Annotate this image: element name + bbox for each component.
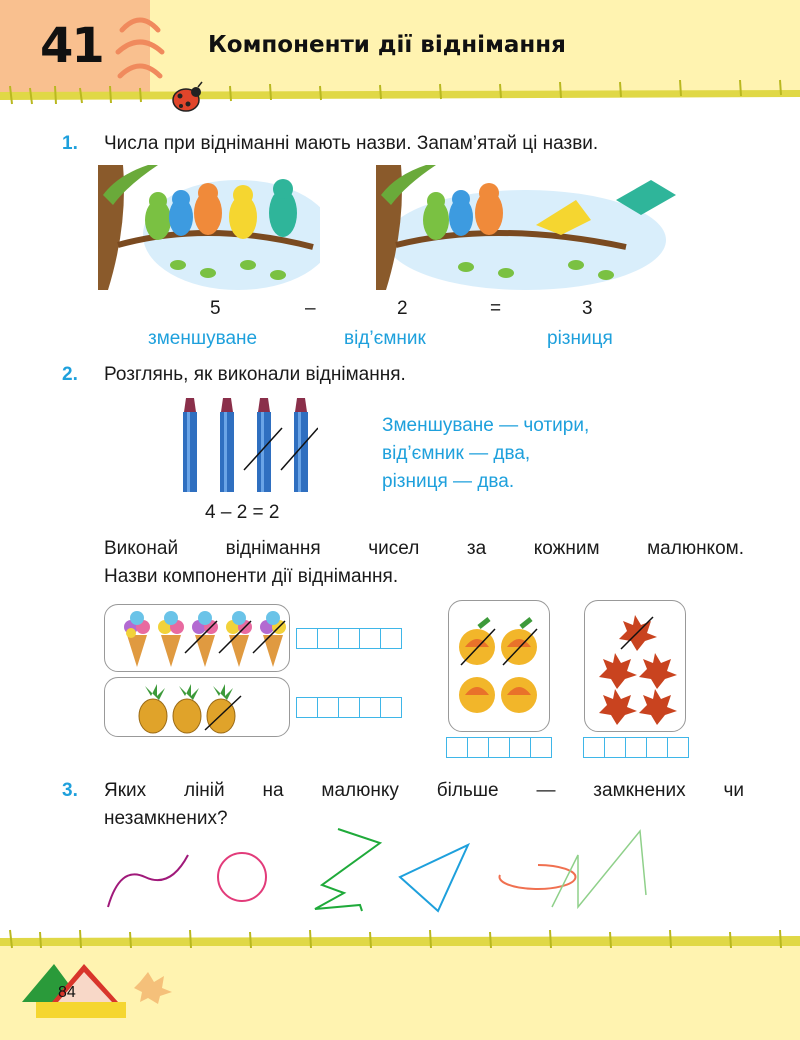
ice-cream-card (104, 604, 290, 672)
open-oval (499, 865, 575, 889)
closed-triangle (400, 845, 468, 911)
explanation-line: від’ємник — два, (382, 443, 531, 464)
task1-number: 1. (62, 133, 78, 154)
birds-picture-five (98, 165, 320, 290)
pencils-picture (178, 398, 318, 498)
lesson-title: Компоненти дії віднімання (208, 32, 566, 58)
task3-number: 3. (62, 780, 78, 801)
footer-grass (0, 928, 800, 954)
lines-picture (100, 825, 660, 917)
difference-label: різниця (547, 328, 613, 349)
task2-number: 2. (62, 364, 78, 385)
open-zigzag (315, 829, 380, 911)
ice-cream-picture (105, 605, 289, 671)
lesson-number: 41 (40, 18, 103, 74)
explanation-line: Зменшуване — чотири, (382, 415, 590, 436)
task2-instruction-line2: Назви компоненти дії віднімання. (104, 566, 399, 587)
maple-leaf-icon (134, 972, 172, 1004)
task2-text: Розглянь, як виконали віднімання. (104, 364, 406, 385)
answer-boxes-pineapple[interactable] (297, 697, 402, 718)
answer-boxes-leaves[interactable] (584, 737, 689, 758)
answer-boxes-apples[interactable] (447, 737, 552, 758)
task2-instruction-line1: Виконай віднімання чисел за кожним малюнком. (104, 538, 744, 559)
answer-boxes-ice-cream[interactable] (297, 628, 402, 649)
apple-picture (449, 601, 549, 731)
minuend-value: 5 (210, 298, 221, 319)
minus-sign: – (305, 298, 316, 319)
subtrahend-label: від’ємник (344, 328, 426, 349)
explanation-line: різниця — два. (382, 471, 515, 492)
pineapple-picture (105, 678, 289, 736)
task3-text-line2: незамкнених? (104, 808, 228, 829)
pencils-equation: 4 – 2 = 2 (205, 502, 280, 523)
pineapple-card (104, 677, 290, 737)
task1-text: Числа при відніманні мають назви. Запам’ятай ці назви. (104, 133, 599, 154)
equals-sign: = (490, 298, 502, 319)
minuend-label: зменшуване (148, 328, 258, 349)
birds-picture-three (376, 165, 676, 290)
ladybug-icon (166, 80, 206, 116)
page-number-badge (22, 958, 192, 1022)
subtrahend-value: 2 (397, 298, 408, 319)
leaves-card (584, 600, 686, 732)
task3-text-line1: Яких ліній на малюнку більше — замкнених чи (104, 780, 744, 801)
open-curve (108, 855, 188, 907)
page-number: 84 (58, 984, 76, 1001)
apple-card (448, 600, 550, 732)
task2-explanation (382, 412, 589, 496)
leaves-picture (585, 601, 685, 731)
difference-value: 3 (582, 298, 593, 319)
closed-circle (218, 853, 266, 901)
